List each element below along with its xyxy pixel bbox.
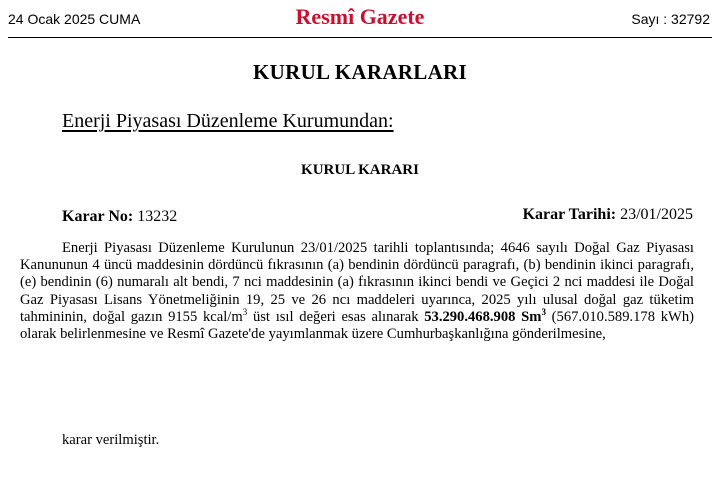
gas-volume-highlight: 53.290.468.908 Sm xyxy=(424,308,542,325)
body-text-part2: üst ısıl değeri esas alınarak xyxy=(247,308,425,325)
body-text-part1: Enerji Piyasası Düzenleme Kurulunun 23/01/2025 tarihli toplantısında; 4646 sayılı Doğal Gaz Piyasası Kanununun 4 üncü maddesinin dördüncü fıkrasının (a) bendinin dördüncü paragrafı, (b) bendinin ikinci paragrafı, (e) bendinin (6) numaralı alt bendi, 7 nci maddesinin (a) fıkrasının ikinci bendi ve Geçici 2 nci maddesi ile Doğal Gaz Piyasası Lisans Yönetmeliğinin 19, 25 ve 26 ncı maddeleri uyarınca, 2025 yılı ulusal doğal gaz tüketim tahmininin, doğal gazın 9155 kcal/m xyxy=(20,240,694,325)
decision-title: KURUL KARARI xyxy=(301,162,419,178)
decision-number-label: Karar No: xyxy=(62,208,134,225)
institution-heading: Enerji Piyasası Düzenleme Kurumundan: xyxy=(62,110,394,132)
section-title: KURUL KARARLARI xyxy=(253,60,467,84)
decision-date-value: 23/01/2025 xyxy=(620,206,693,223)
superscript-3: 3 xyxy=(242,306,248,317)
gazette-header xyxy=(0,0,720,38)
closing-statement: karar verilmiştir. xyxy=(62,432,160,448)
publication-date: 24 Ocak 2025 CUMA xyxy=(8,11,141,27)
decision-date xyxy=(523,206,693,224)
issue-number: Sayı : 32792 xyxy=(631,11,710,27)
decision-number xyxy=(62,208,177,226)
decision-number-value: 13232 xyxy=(137,208,178,225)
body-text-part3: (567.010.589.178 kWh) olarak belirlenmesine ve Resmî Gazete'de yayımlanmak üzere Cumhurbaşkanlığına gönderilmesine, xyxy=(20,308,694,343)
header-divider xyxy=(8,37,712,38)
superscript-3-bold: 3 xyxy=(541,306,546,317)
gazette-title: Resmî Gazete xyxy=(295,4,425,29)
decision-date-label: Karar Tarihi: xyxy=(522,206,617,223)
decision-body xyxy=(20,240,694,343)
